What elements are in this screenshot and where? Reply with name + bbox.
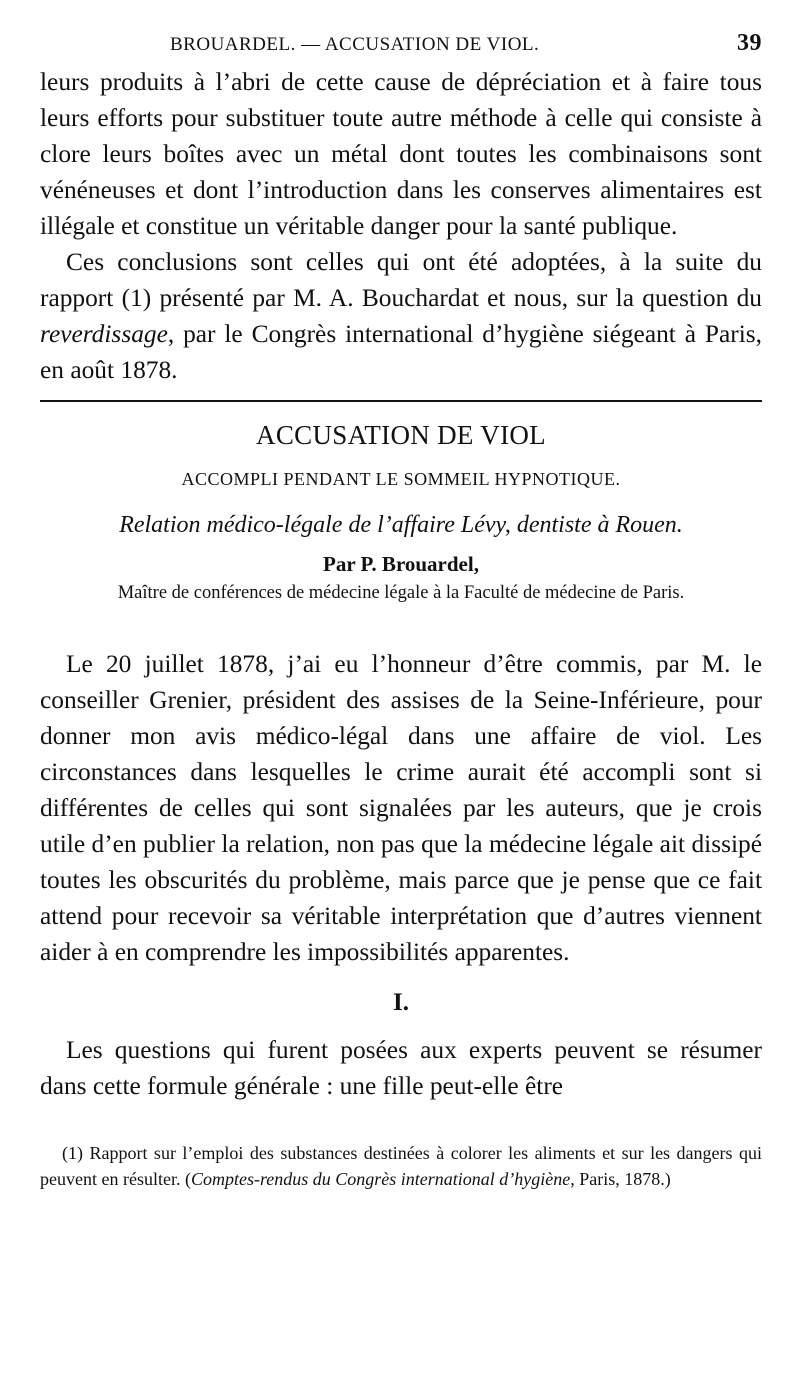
intro-paragraph-1: leurs produits à l’abri de cette cause de dépréciation et à faire tous leurs efforts pour substituer toute autre méthode à celle qui consiste à clore leurs boîtes avec un métal dont toutes les combinaisons sont vénéneuses et dont l’introduction dans les conserves alimentaires est illégale et constitue un véritable danger pour la santé publique. (40, 68, 762, 240)
intro-paragraph-2 (40, 244, 762, 388)
article-paragraph-2: Les questions qui furent posées aux experts peuvent se résumer dans cette formule générale : une fille peut-elle être (40, 1036, 762, 1100)
running-title: BROUARDEL. — ACCUSATION DE VIOL. (170, 34, 540, 55)
footnote-text: (1) Rapport sur l’emploi des substances destinées à colorer les aliments et sur les dangers qui peuvent en résulter. ( (40, 1143, 762, 1189)
intro-paragraph-2-italic: reverdissage (40, 320, 168, 348)
intro-paragraph-2-start: Ces conclusions sont celles qui ont été adoptées, à la suite du rapport (1) présenté par M. A. Bouchardat et nous, sur la question du (40, 248, 762, 312)
page-number: 39 (737, 30, 762, 56)
article-subtitle: ACCOMPLI PENDANT LE SOMMEIL HYPNOTIQUE. (181, 469, 621, 489)
article-relation: Relation médico-légale de l’affaire Lévy, dentiste à Rouen. (119, 512, 683, 538)
article-title: ACCUSATION DE VIOL (256, 420, 546, 450)
section-divider (40, 400, 762, 402)
running-header (40, 30, 762, 64)
footnote-source: Comptes-rendus du Congrès international d’hygiène (190, 1169, 571, 1189)
article-affiliation: Maître de conférences de médecine légale à la Faculté de médecine de Paris. (117, 583, 685, 603)
section-number: I. (393, 989, 409, 1016)
intro-paragraph-2-end: , par le Congrès international d’hygiène siégeant à Paris, en août 1878. (40, 320, 762, 384)
footnote (40, 1140, 762, 1192)
article-paragraph-1: Le 20 juillet 1878, j’ai eu l’honneur d’être commis, par M. le conseiller Grenier, président des assises de la Seine-Inférieure, pour donner mon avis médico-légal dans une affaire de viol. Les circonstances dans lesquelles le crime aurait été accompli sont si différentes de celles qui sont signalées par les auteurs, que je crois utile d’en publier la relation, non pas que la médecine légale ait dissipé toutes les obscurités du problème, mais parce que je pense que ce fait attend pour recevoir sa véritable interprétation que d’autres viennent aider à en comprendre les impossibilités apparentes. (40, 650, 762, 966)
footnote-end: , Paris, 1878.) (570, 1169, 671, 1189)
document-page (40, 30, 762, 1192)
article-author: Par P. Brouardel, (323, 552, 479, 576)
